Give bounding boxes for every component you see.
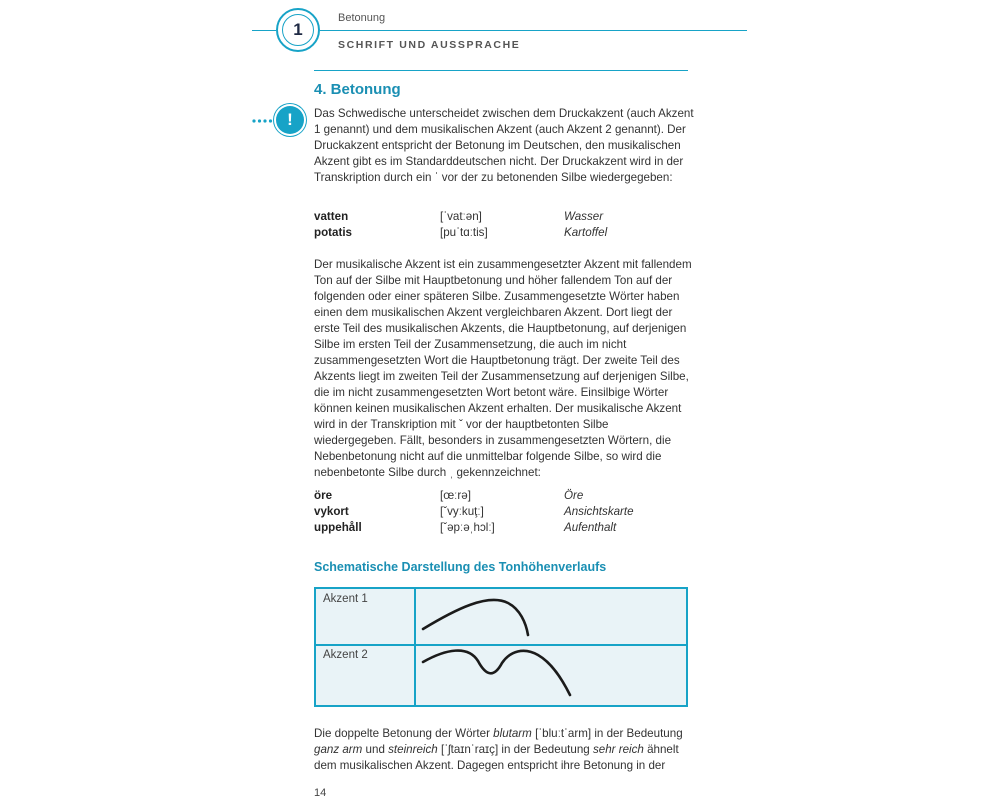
vocab-transcription: [ˇvyːkuţː] <box>440 505 484 518</box>
vocab-list-stress <box>314 209 694 241</box>
schema-row-label: Akzent 2 <box>323 649 368 661</box>
vocab-word: potatis <box>314 226 353 239</box>
vocab-meaning: Aufenthalt <box>564 521 617 534</box>
header-divider <box>314 70 688 71</box>
vocab-transcription: [puˈtɑːtis] <box>440 226 488 239</box>
header-line <box>320 30 747 31</box>
vocab-word: öre <box>314 489 333 502</box>
paragraph-text: Das Schwedische unterscheidet zwischen dem Druckakzent (auch Akzent 1 genannt) und dem musikalischen Akzent (auch Akzent 2 genannt). Der Druckakzent entspricht der Betonung im Deutschen, den musikalischen Akzent gibt es im Standarddeutschen nicht. Der Druckakzent wird in der Transkription durch ein ˈ vor der zu betonenden Silbe wiedergegeben: <box>314 107 694 184</box>
vocab-meaning: Wasser <box>564 210 604 223</box>
closing-paragraph <box>314 726 694 774</box>
vocab-row <box>314 488 694 504</box>
intro-paragraph <box>314 106 694 186</box>
vocab-meaning: Kartoffel <box>564 226 608 239</box>
vocab-meaning: Ansichtskarte <box>564 505 634 518</box>
accent-1-curve <box>423 600 528 635</box>
vocab-word: vykort <box>314 505 349 518</box>
important-icon: ! <box>276 106 304 134</box>
vocab-row <box>314 225 694 241</box>
vocab-meaning: Öre <box>564 489 584 502</box>
paragraph-text: Der musikalische Akzent ist ein zusammengesetzter Akzent mit fallendem Ton auf der Silbe mit Hauptbetonung und höher fallendem Ton auf der folgenden oder einer späteren Silbe. Zusammengesetzte Wörter haben einen dem musikalischen Akzent vergleichbaren Akzent. Dort liegt der erste Teil des musikalischen Akzents, die Hauptbetonung, auf derjenigen Silbe im ersten Teil der Zusammensetzung, die auch im nicht zusammengesetzten Wort die Hauptbetonung trägt. Der zweite Teil des Akzents liegt im zweiten Teil der Zusammensetzung auf derjenigen Silbe, die im nicht zusammengesetzten Wort betont wäre. Einsilbige Wörter können keinen musikalischen Akzent erhalten. Der musikalische Akzent wird in der Transkription mit ˇ vor der hauptbetonten Silbe wiedergegeben. Fällt, besonders in zusammengesetzten Wörtern, die Nebenbetonung nicht auf die unmittelbar folgende Silbe, so wird die nebenbetonte Silbe durch ˌ gekennzeichnet: <box>314 258 692 479</box>
vocab-word: uppehåll <box>314 521 362 534</box>
vocab-row <box>314 209 694 225</box>
header-topic: Betonung <box>338 12 386 24</box>
vocab-row <box>314 520 694 536</box>
dots-icon <box>252 119 274 123</box>
vocab-list-accent <box>314 488 694 536</box>
vocab-word: vatten <box>314 210 349 223</box>
vocab-transcription: [ˈvatːən] <box>440 210 482 223</box>
header-section-title: SCHRIFT UND AUSSPRACHE <box>338 39 521 51</box>
musical-accent-paragraph <box>314 257 694 481</box>
chapter-number: 1 <box>282 14 314 46</box>
header-line <box>252 30 276 31</box>
paragraph-text: Die doppelte Betonung der Wörter blutarm [ˈbluːtˈarm] in der Bedeutung ganz arm und steinreich [ˈʃtaɪnˈraɪç] in der Bedeutung sehr reich ähnelt dem musikalischen Akzent. Dagegen entspricht ihre Betonung in der <box>314 727 683 772</box>
vocab-transcription: [œːrə] <box>440 489 471 502</box>
accent-2-curve <box>423 651 570 695</box>
pitch-curves <box>416 589 686 705</box>
vocab-transcription: [ˇəpːəˌhɔlː] <box>440 521 495 534</box>
schema-heading: Schematische Darstellung des Tonhöhenverlaufs <box>314 560 607 574</box>
page-number: 14 <box>314 787 327 799</box>
section-title: 4. Betonung <box>314 81 401 98</box>
schema-row-label: Akzent 1 <box>323 593 368 605</box>
vocab-row <box>314 504 694 520</box>
